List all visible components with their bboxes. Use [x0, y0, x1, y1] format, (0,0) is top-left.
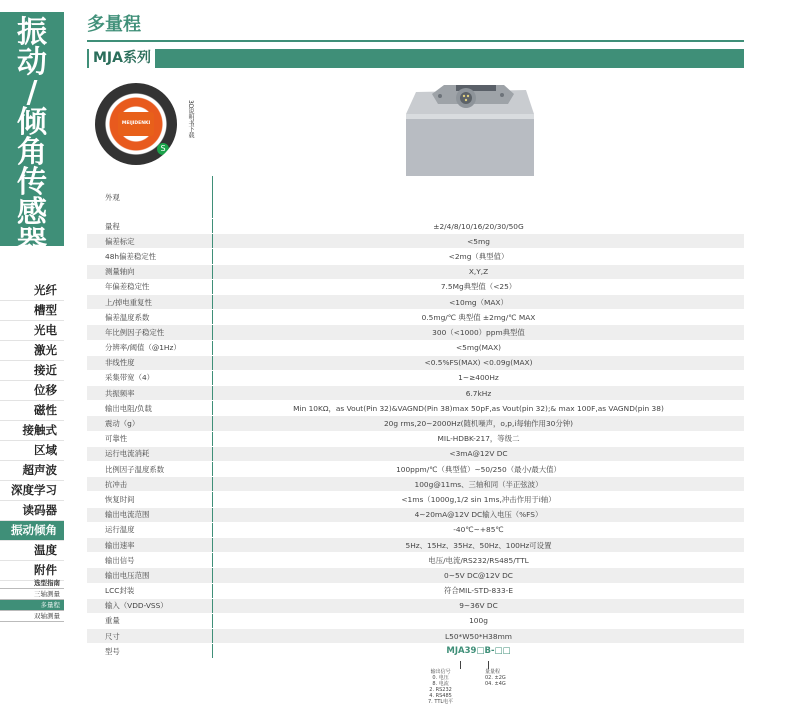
- spec-value: <5mg: [213, 234, 745, 249]
- legend-option: 02. ±2G: [485, 675, 506, 681]
- spec-value: 300（<1000）ppm典型值: [213, 325, 745, 340]
- legend-connector: [488, 661, 489, 669]
- spec-value: Min 10KΩ，as Vout(Pin 32)&VAGND(Pin 38)max 50pF,as Vout(pin 32);& max 100F,as VAGND(pin 38): [213, 401, 745, 416]
- table-row: [87, 249, 744, 264]
- table-row: [87, 583, 744, 598]
- spec-value: 100ppm/℃（典型值）~50/250（最小/最大值）: [213, 462, 745, 477]
- spec-value: 符合MIL-STD-833-E: [213, 583, 745, 598]
- table-row: [87, 340, 744, 355]
- spec-label: 输出速率: [87, 537, 213, 552]
- sidebar-item-ultrasonic[interactable]: 超声波: [0, 461, 64, 481]
- spec-table: [87, 176, 744, 659]
- spec-label: 输入（VDD-VSS）: [87, 598, 213, 613]
- sidebar-item-laser[interactable]: 激光: [0, 341, 64, 361]
- spec-label: 48h偏差稳定性: [87, 249, 213, 264]
- spec-label: 比例因子温度系数: [87, 462, 213, 477]
- spec-label: 震动（g）: [87, 416, 213, 431]
- sidebar-item-contact[interactable]: 接触式: [0, 421, 64, 441]
- table-row: [87, 446, 744, 461]
- table-row: [87, 537, 744, 552]
- legend-connector: [460, 661, 461, 669]
- spec-value: 9~36V DC: [213, 598, 745, 613]
- spec-label: LCC封装: [87, 583, 213, 598]
- table-row-model: [87, 644, 744, 659]
- spec-value: L50*W50*H38mm: [213, 629, 745, 644]
- spec-value: 7.5Mg典型值（<25）: [213, 279, 745, 294]
- legend-option: 8. 电流: [432, 681, 449, 687]
- spec-label: 偏差标定: [87, 234, 213, 249]
- sidebar-item-vibration-tilt[interactable]: 振动倾角: [0, 521, 64, 541]
- sidebar-item-temperature[interactable]: 温度: [0, 541, 64, 561]
- spec-label: 分辨率/阈值（@1Hz）: [87, 340, 213, 355]
- spec-label: 非线性度: [87, 355, 213, 370]
- sidebar-item-accessories[interactable]: 附件: [0, 561, 64, 581]
- category-title: 振 动 / 倾 角 传 感 器: [17, 15, 47, 260]
- spec-label: 量程: [87, 219, 213, 234]
- spec-value: <2mg（典型值）: [213, 249, 745, 264]
- table-row: [87, 370, 744, 385]
- table-row: [87, 234, 744, 249]
- legend-option: 4. RS485: [429, 693, 452, 699]
- table-row: [87, 613, 744, 628]
- spec-label: 偏差温度系数: [87, 310, 213, 325]
- table-row: [87, 462, 744, 477]
- sidebar-item-proximity[interactable]: 接近: [0, 361, 64, 381]
- qr-brand-logo: MEIJIDENKI: [118, 112, 154, 136]
- spec-value: MIL-HDBK-217，等级二: [213, 431, 745, 446]
- sidebar-item-code-reader[interactable]: 读码器: [0, 501, 64, 521]
- spec-value: 0.5mg/℃ 典型值 ±2mg/℃ MAX: [213, 310, 745, 325]
- table-row: [87, 598, 744, 613]
- spec-value: 5Hz、15Hz、35Hz、50Hz、100Hz可设置: [213, 537, 745, 552]
- spec-value: <0.5%FS(MAX) <0.09g(MAX): [213, 355, 745, 370]
- spec-label: 上/掉电重复性: [87, 294, 213, 309]
- table-row: [87, 219, 744, 234]
- spec-value: <5mg(MAX): [213, 340, 745, 355]
- spec-label: 输出电阻/负载: [87, 401, 213, 416]
- spec-label: 重量: [87, 613, 213, 628]
- sidebar-subnav: [0, 578, 64, 622]
- table-row: [87, 629, 744, 644]
- spec-value: 0~5V DC@12V DC: [213, 568, 745, 583]
- spec-label: 恢复时间: [87, 492, 213, 507]
- mini-program-icon: S: [157, 143, 169, 155]
- table-row: [87, 325, 744, 340]
- spec-label: 年比例因子稳定性: [87, 325, 213, 340]
- spec-label: 输出电压范围: [87, 568, 213, 583]
- spec-value: 电压/电流/RS232/RS485/TTL: [213, 553, 745, 568]
- legend-option: 2. RS232: [429, 687, 452, 693]
- table-row: [87, 507, 744, 522]
- spec-value: <3mA@12V DC: [213, 446, 745, 461]
- subnav-item-selection-guide[interactable]: 选型指南: [0, 578, 64, 589]
- qr-caption: 3D说明书下载: [187, 100, 194, 139]
- title-divider: [87, 40, 744, 42]
- spec-value: [213, 176, 745, 219]
- spec-value: 4~20mA@12V DC输入电压（%FS）: [213, 507, 745, 522]
- product-image: [404, 82, 536, 190]
- sidebar-item-slot[interactable]: 槽型: [0, 301, 64, 321]
- table-row: [87, 553, 744, 568]
- spec-label: 输出信号: [87, 553, 213, 568]
- spec-label: 运行温度: [87, 522, 213, 537]
- subnav-item-multi-range[interactable]: 多量程: [0, 600, 64, 611]
- spec-value: 6.7kHz: [213, 386, 745, 401]
- sidebar-item-magnetic[interactable]: 磁性: [0, 401, 64, 421]
- spec-label: 输出电流范围: [87, 507, 213, 522]
- table-row: [87, 492, 744, 507]
- table-row: [87, 386, 744, 401]
- section-title: MJA系列: [89, 49, 155, 68]
- subnav-item-biaxial[interactable]: 双轴测量: [0, 611, 64, 622]
- sidebar-item-displacement[interactable]: 位移: [0, 381, 64, 401]
- table-row: [87, 355, 744, 370]
- range-legend: [485, 669, 506, 687]
- spec-value: <1ms（1000g,1/2 sin 1ms,冲击作用于i轴）: [213, 492, 745, 507]
- spec-value: 100g@11ms、三轴和同（半正弦波）: [213, 477, 745, 492]
- subnav-item-triaxial[interactable]: 三轴测量: [0, 589, 64, 600]
- sidebar-item-fiber[interactable]: 光纤: [0, 281, 64, 301]
- spec-value: X,Y,Z: [213, 264, 745, 279]
- spec-value: -40℃~+85℃: [213, 522, 745, 537]
- spec-label: 测量轴向: [87, 264, 213, 279]
- spec-label: 尺寸: [87, 629, 213, 644]
- spec-label: 可靠性: [87, 431, 213, 446]
- table-row: [87, 431, 744, 446]
- qr-code[interactable]: [95, 83, 177, 165]
- table-row: [87, 294, 744, 309]
- spec-value: 1~≥400Hz: [213, 370, 745, 385]
- section-bar: [87, 49, 744, 68]
- sidebar-nav: [0, 281, 64, 581]
- table-row: [87, 568, 744, 583]
- table-row: [87, 279, 744, 294]
- legend-option: 04. ±4G: [485, 681, 506, 687]
- sidebar-item-area[interactable]: 区域: [0, 441, 64, 461]
- sidebar-item-deep-learning[interactable]: 深度学习: [0, 481, 64, 501]
- table-row: [87, 401, 744, 416]
- spec-value: 100g: [213, 613, 745, 628]
- output-signal-legend: [428, 669, 453, 705]
- table-row: [87, 477, 744, 492]
- sidebar-item-photoelectric[interactable]: 光电: [0, 321, 64, 341]
- table-row: [87, 264, 744, 279]
- spec-label: 年偏差稳定性: [87, 279, 213, 294]
- spec-value: 20g rms,20~2000Hz(随机噪声，o,p,i每轴作用30分钟): [213, 416, 745, 431]
- spec-label: 型号: [87, 644, 213, 659]
- spec-label: 抗冲击: [87, 477, 213, 492]
- spec-value: ±2/4/8/10/16/20/30/50G: [213, 219, 745, 234]
- spec-label: 采集带宽（4）: [87, 370, 213, 385]
- legend-title: 量量程: [485, 669, 501, 675]
- spec-label: 共振频率: [87, 386, 213, 401]
- table-row: [87, 310, 744, 325]
- model-number: MJA39□B-□□: [213, 644, 745, 659]
- spec-label: 运行电流消耗: [87, 446, 213, 461]
- spec-label: 外观: [87, 176, 213, 219]
- page-title: 多量程: [87, 14, 141, 35]
- legend-title: 输出信号: [430, 669, 451, 675]
- table-row: [87, 176, 744, 219]
- legend-option: 0. 电压: [432, 675, 449, 681]
- legend-option: 7. TTL电平: [428, 699, 454, 705]
- table-row: [87, 522, 744, 537]
- spec-value: <10mg（MAX）: [213, 294, 745, 309]
- table-row: [87, 416, 744, 431]
